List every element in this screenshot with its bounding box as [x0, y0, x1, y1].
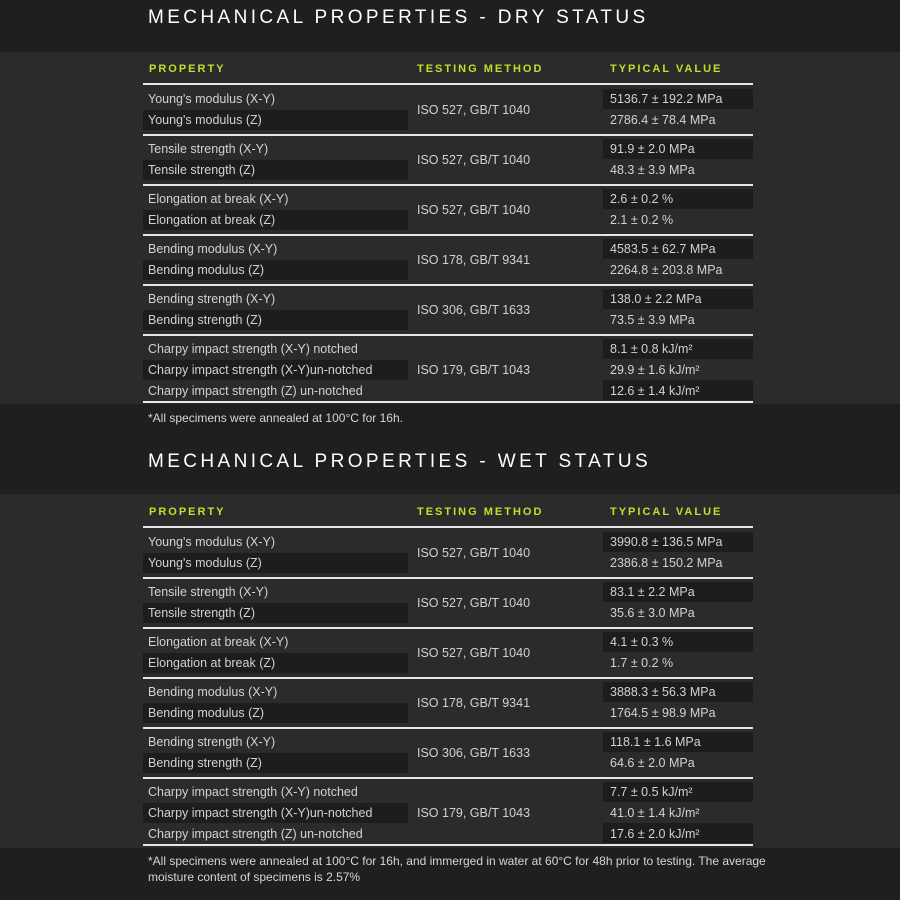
- row-divider: [143, 334, 753, 336]
- wet-group-tensile-strength: [143, 581, 753, 629]
- dry-header-property: PROPERTY: [149, 63, 226, 75]
- row-divider: [143, 777, 753, 779]
- value-cell: 12.6 ± 1.4 kJ/m²: [610, 384, 700, 398]
- wet-section-title: MECHANICAL PROPERTIES - WET STATUS: [148, 451, 652, 472]
- dry-header-method: TESTING METHOD: [417, 63, 544, 75]
- property-cell: Tensile strength (X-Y): [148, 585, 269, 599]
- value-cell: 2.6 ± 0.2 %: [610, 192, 674, 206]
- value-cell: 2.1 ± 0.2 %: [610, 213, 674, 227]
- property-cell: Elongation at break (X-Y): [148, 192, 289, 206]
- method-cell: ISO 306, GB/T 1633: [417, 303, 531, 317]
- property-cell: Charpy impact strength (X-Y) notched: [148, 342, 358, 356]
- row-divider: [143, 844, 753, 846]
- value-cell: 3990.8 ± 136.5 MPa: [610, 535, 723, 549]
- value-cell: 73.5 ± 3.9 MPa: [610, 313, 695, 327]
- property-cell: Young's modulus (Z): [148, 113, 262, 127]
- wet-group-elongation: [143, 631, 753, 679]
- row-divider: [143, 184, 753, 186]
- value-cell: 7.7 ± 0.5 kJ/m²: [610, 785, 693, 799]
- value-cell: 1764.5 ± 98.9 MPa: [610, 706, 716, 720]
- dry-header-divider: [143, 83, 753, 85]
- property-cell: Bending strength (X-Y): [148, 735, 276, 749]
- wet-group-bending-modulus: [143, 681, 753, 729]
- dry-group-tensile-strength: [143, 138, 753, 186]
- dry-group-bending-modulus: [143, 238, 753, 286]
- dry-group-elongation: [143, 188, 753, 236]
- wet-group-youngs-modulus: [143, 531, 753, 579]
- property-cell: Young's modulus (X-Y): [148, 535, 275, 549]
- row-divider: [143, 727, 753, 729]
- value-cell: 4.1 ± 0.3 %: [610, 635, 674, 649]
- property-cell: Bending modulus (Z): [148, 706, 265, 720]
- method-cell: ISO 179, GB/T 1043: [417, 363, 531, 377]
- value-cell: 138.0 ± 2.2 MPa: [610, 292, 702, 306]
- property-cell: Charpy impact strength (X-Y) notched: [148, 785, 358, 799]
- row-divider: [143, 284, 753, 286]
- wet-header-property: PROPERTY: [149, 506, 226, 518]
- wet-header-method: TESTING METHOD: [417, 506, 544, 518]
- value-cell: 48.3 ± 3.9 MPa: [610, 163, 695, 177]
- value-cell: 91.9 ± 2.0 MPa: [610, 142, 695, 156]
- property-cell: Young's modulus (Z): [148, 556, 262, 570]
- property-cell: Bending modulus (Z): [148, 263, 265, 277]
- method-cell: ISO 527, GB/T 1040: [417, 103, 531, 117]
- property-cell: Bending strength (X-Y): [148, 292, 276, 306]
- method-cell: ISO 527, GB/T 1040: [417, 546, 531, 560]
- property-cell: Bending modulus (X-Y): [148, 685, 278, 699]
- property-cell: Young's modulus (X-Y): [148, 92, 275, 106]
- value-cell: 1.7 ± 0.2 %: [610, 656, 674, 670]
- dry-section-header: [0, 0, 900, 52]
- property-cell: Elongation at break (X-Y): [148, 635, 289, 649]
- row-divider: [143, 577, 753, 579]
- row-divider: [143, 234, 753, 236]
- property-cell: Bending strength (Z): [148, 756, 262, 770]
- row-divider: [143, 677, 753, 679]
- property-cell: Tensile strength (Z): [148, 163, 255, 177]
- property-cell: Elongation at break (Z): [148, 213, 276, 227]
- property-cell: Charpy impact strength (X-Y)un-notched: [148, 363, 373, 377]
- value-cell: 2264.8 ± 203.8 MPa: [610, 263, 723, 277]
- property-cell: Charpy impact strength (Z) un-notched: [148, 827, 363, 841]
- value-cell: 5136.7 ± 192.2 MPa: [610, 92, 723, 106]
- method-cell: ISO 178, GB/T 9341: [417, 696, 531, 710]
- wet-footnote: *All specimens were annealed at 100°C for 16h, and immerged in water at 60°C for 48h prior to testing. The average moisture content of specimens is 2.57%: [148, 854, 766, 884]
- dry-footnote: *All specimens were annealed at 100°C for 16h.: [148, 411, 403, 425]
- value-cell: 8.1 ± 0.8 kJ/m²: [610, 342, 693, 356]
- wet-group-bending-strength: [143, 731, 753, 779]
- property-cell: Charpy impact strength (Z) un-notched: [148, 384, 363, 398]
- method-cell: ISO 306, GB/T 1633: [417, 746, 531, 760]
- value-cell: 17.6 ± 2.0 kJ/m²: [610, 827, 700, 841]
- wet-header-value: TYPICAL VALUE: [610, 506, 723, 518]
- dry-group-charpy-impact: [143, 338, 753, 403]
- dry-header-value: TYPICAL VALUE: [610, 63, 723, 75]
- method-cell: ISO 178, GB/T 9341: [417, 253, 531, 267]
- property-cell: Tensile strength (Z): [148, 606, 255, 620]
- method-cell: ISO 527, GB/T 1040: [417, 153, 531, 167]
- property-cell: Charpy impact strength (X-Y)un-notched: [148, 806, 373, 820]
- value-cell: 118.1 ± 1.6 MPa: [610, 735, 701, 749]
- method-cell: ISO 527, GB/T 1040: [417, 203, 531, 217]
- row-divider: [143, 627, 753, 629]
- row-divider: [143, 134, 753, 136]
- value-cell: 35.6 ± 3.0 MPa: [610, 606, 695, 620]
- dry-section-title: MECHANICAL PROPERTIES - DRY STATUS: [148, 7, 649, 28]
- property-cell: Bending modulus (X-Y): [148, 242, 278, 256]
- method-cell: ISO 527, GB/T 1040: [417, 646, 531, 660]
- method-cell: ISO 179, GB/T 1043: [417, 806, 531, 820]
- property-cell: Bending strength (Z): [148, 313, 262, 327]
- wet-group-charpy-impact: [143, 781, 753, 846]
- dry-group-youngs-modulus: [143, 88, 753, 136]
- value-cell: 2386.8 ± 150.2 MPa: [610, 556, 723, 570]
- property-cell: Elongation at break (Z): [148, 656, 276, 670]
- wet-header-divider: [143, 526, 753, 528]
- value-cell: 29.9 ± 1.6 kJ/m²: [610, 363, 700, 377]
- value-cell: 41.0 ± 1.4 kJ/m²: [610, 806, 700, 820]
- method-cell: ISO 527, GB/T 1040: [417, 596, 531, 610]
- row-divider: [143, 401, 753, 403]
- value-cell: 2786.4 ± 78.4 MPa: [610, 113, 716, 127]
- dry-group-bending-strength: [143, 288, 753, 336]
- value-cell: 3888.3 ± 56.3 MPa: [610, 685, 716, 699]
- value-cell: 64.6 ± 2.0 MPa: [610, 756, 695, 770]
- property-cell: Tensile strength (X-Y): [148, 142, 269, 156]
- value-cell: 4583.5 ± 62.7 MPa: [610, 242, 716, 256]
- value-cell: 83.1 ± 2.2 MPa: [610, 585, 695, 599]
